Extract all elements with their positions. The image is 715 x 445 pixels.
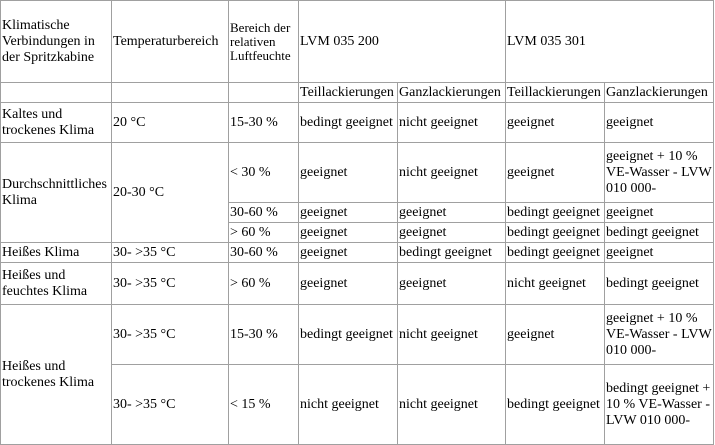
climate-cell: Heißes und feuchtes Klima (1, 263, 112, 305)
suitability-cell: nicht geeignet (398, 365, 506, 445)
header-product-lvm-035-301: LVM 035 301 (506, 1, 714, 83)
climate-cell: Kaltes und trockenes Klima (1, 103, 112, 143)
suitability-cell: geeignet + 10 % VE-Wasser - LVW 010 000- (605, 305, 714, 365)
subheader-empty (229, 83, 299, 103)
humidity-cell: < 30 % (229, 143, 299, 203)
header-product-lvm-035-200: LVM 035 200 (299, 1, 506, 83)
suitability-cell: bedingt geeignet (506, 243, 605, 263)
suitability-cell: geeignet (299, 143, 398, 203)
temperature-cell: 30- >35 °C (112, 305, 229, 365)
suitability-cell: nicht geeignet (398, 143, 506, 203)
subheader-empty (112, 83, 229, 103)
suitability-cell: nicht geeignet (506, 263, 605, 305)
subheader-row (1, 83, 714, 103)
header-climate: Klimatische Verbindungen in der Spritzkabine (1, 1, 112, 83)
table-row (1, 143, 714, 203)
suitability-cell: nicht geeignet (299, 365, 398, 445)
humidity-cell: 15-30 % (229, 305, 299, 365)
suitability-cell: bedingt geeignet (299, 305, 398, 365)
subheader-full-2: Ganzlackierungen (605, 83, 714, 103)
suitability-cell: bedingt geeignet (605, 263, 714, 305)
header-row (1, 1, 714, 83)
suitability-cell: bedingt geeignet (506, 203, 605, 223)
humidity-cell: > 60 % (229, 223, 299, 243)
temperature-cell: 30- >35 °C (112, 243, 229, 263)
suitability-cell: bedingt geeignet (605, 223, 714, 243)
temperature-cell: 20-30 °C (112, 143, 229, 243)
suitability-cell: geeignet (398, 223, 506, 243)
header-humidity: Bereich der relativen Luftfeuchte (229, 1, 299, 83)
climate-cell: Heißes Klima (1, 243, 112, 263)
humidity-cell: 30-60 % (229, 243, 299, 263)
suitability-cell: nicht geeignet (398, 305, 506, 365)
humidity-cell: > 60 % (229, 263, 299, 305)
temperature-cell: 30- >35 °C (112, 365, 229, 445)
suitability-cell: bedingt geeignet (398, 243, 506, 263)
suitability-cell: geeignet (299, 203, 398, 223)
suitability-cell: geeignet (299, 223, 398, 243)
temperature-cell: 20 °C (112, 103, 229, 143)
suitability-cell: geeignet (299, 243, 398, 263)
subheader-empty (1, 83, 112, 103)
subheader-partial-2: Teillackierungen (506, 83, 605, 103)
suitability-cell: nicht geeignet (398, 103, 506, 143)
table-row (1, 305, 714, 365)
table-row (1, 103, 714, 143)
table-row (1, 263, 714, 305)
suitability-cell: geeignet (299, 263, 398, 305)
humidity-cell: 15-30 % (229, 103, 299, 143)
climate-cell: Heißes und trockenes Klima (1, 305, 112, 445)
table-row (1, 243, 714, 263)
suitability-cell: geeignet (506, 143, 605, 203)
suitability-cell: geeignet (605, 103, 714, 143)
subheader-full-1: Ganzlackierungen (398, 83, 506, 103)
suitability-cell: geeignet (506, 305, 605, 365)
suitability-cell: bedingt geeignet (506, 365, 605, 445)
suitability-cell: geeignet (398, 263, 506, 305)
climate-cell: Durchschnittliches Klima (1, 143, 112, 243)
temperature-cell: 30- >35 °C (112, 263, 229, 305)
suitability-cell: geeignet (605, 243, 714, 263)
suitability-cell: geeignet + 10 % VE-Wasser - LVW 010 000- (605, 143, 714, 203)
suitability-cell: geeignet (506, 103, 605, 143)
humidity-cell: < 15 % (229, 365, 299, 445)
humidity-cell: 30-60 % (229, 203, 299, 223)
suitability-cell: geeignet (605, 203, 714, 223)
suitability-cell: bedingt geeignet + 10 % VE-Wasser -LVW 010 000- (605, 365, 714, 445)
suitability-cell: geeignet (398, 203, 506, 223)
suitability-cell: bedingt geeignet (299, 103, 398, 143)
header-temperature: Temperaturbereich (112, 1, 229, 83)
subheader-partial-1: Teillackierungen (299, 83, 398, 103)
suitability-cell: bedingt geeignet (506, 223, 605, 243)
